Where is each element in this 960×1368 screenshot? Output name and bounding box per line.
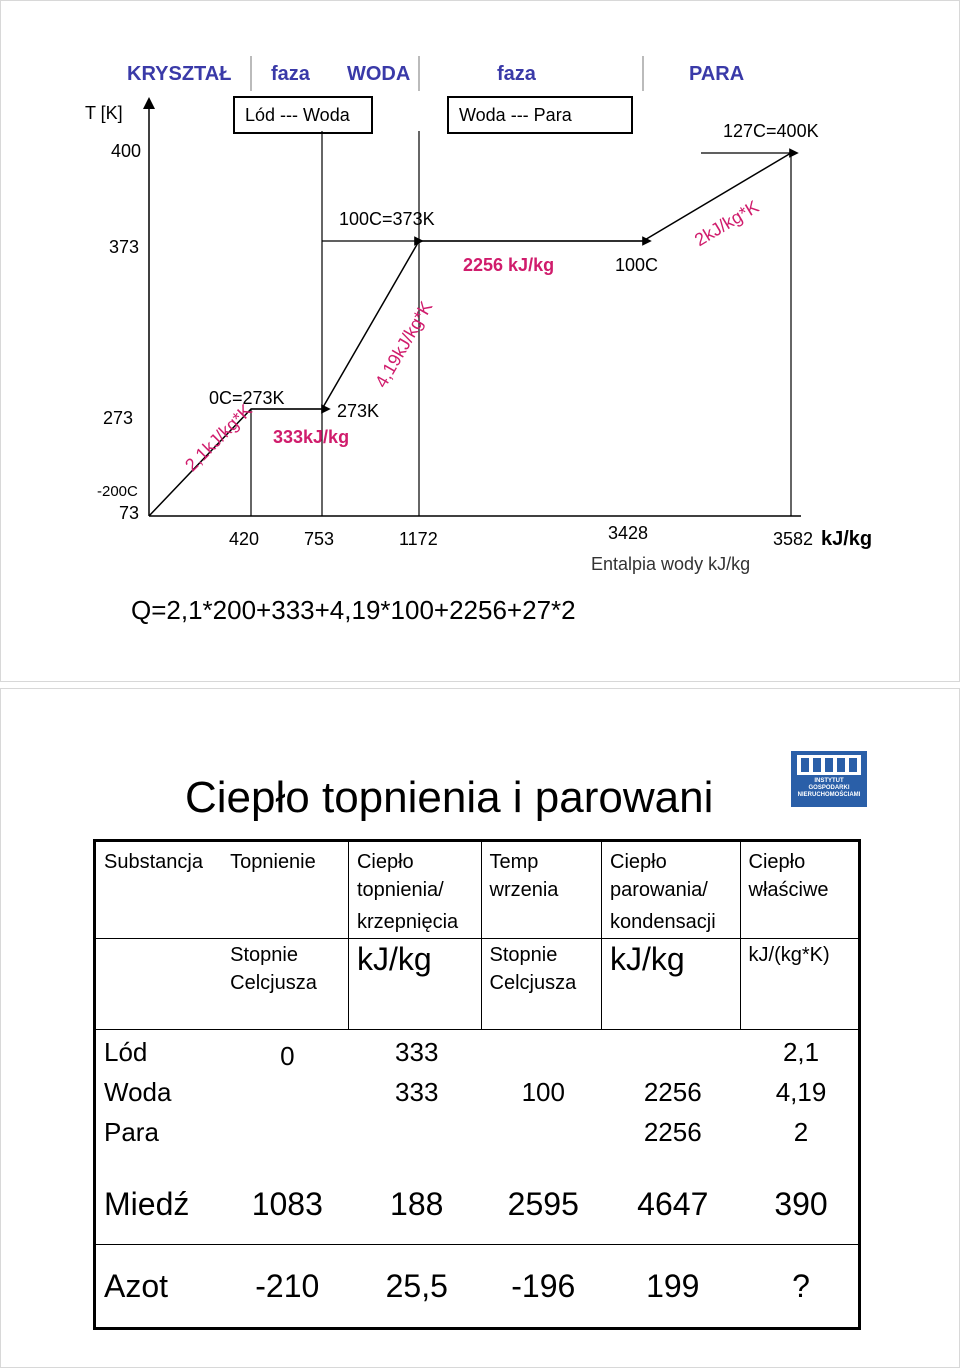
institute-logo [791, 751, 867, 807]
label-2256: 2256 kJ/kg [463, 255, 555, 275]
unit-boil: Stopnie Celcjusza [481, 939, 602, 1030]
latent-heat-table [93, 839, 861, 1330]
slope-steam-label: 2kJ/kg*K [691, 196, 763, 251]
table-row-nitrogen [95, 1245, 860, 1329]
unit-heat-vap: kJ/kg [602, 939, 741, 1030]
water-heat-melt: 333 333 [348, 1030, 481, 1165]
y-tick-400: 400 [111, 141, 142, 161]
x-tick-3582: 3582 [773, 529, 814, 549]
y-tick-373: 373 [109, 237, 140, 257]
copper-boil: 2595 [507, 1185, 579, 1222]
logo-text: INSTYTUT GOSPODARKI NIERUCHOMOŚCIAMI [797, 778, 861, 798]
header-phase-2: faza [497, 63, 536, 85]
unit-spec: kJ/(kg*K) [740, 939, 859, 1030]
copper-heat-vap: 4647 [637, 1185, 709, 1222]
y-tick-minus200c: -200C [97, 483, 138, 500]
nitrogen-spec: ? [740, 1245, 859, 1329]
unit-melting: Stopnie Celcjusza [230, 944, 317, 994]
ice-water-box: Lód --- Woda [233, 96, 373, 134]
y-tick-273: 273 [103, 408, 134, 428]
energy-formula: Q=2,1*200+333+4,19*100+2256+27*2 [131, 595, 576, 625]
header-crystal: KRYSZTAŁ [127, 63, 232, 85]
latent-heat-slide [0, 688, 960, 1368]
copper-heat-melt: 188 [390, 1185, 444, 1222]
x-tick-1172: 1172 [399, 529, 438, 549]
label-273k: 273K [337, 401, 380, 421]
col-header-melting: Topnienie [222, 841, 348, 939]
table-units-row [95, 939, 860, 1030]
label-0c-273k: 0C=273K [209, 388, 285, 408]
water-names: Lód Woda Para [95, 1030, 223, 1165]
col-header-spec: Ciepło właściwe [740, 841, 859, 939]
table-row-copper [95, 1164, 860, 1245]
header-water: WODA [347, 63, 411, 85]
label-100c-373k: 100C=373K [339, 209, 435, 229]
label-100c: 100C [615, 255, 659, 275]
y-axis-label: T [K] [85, 103, 123, 123]
table-row-water [95, 1030, 860, 1165]
header-steam: PARA [689, 63, 745, 85]
water-steam-box: Woda --- Para [447, 96, 633, 134]
nitrogen-name: Azot [95, 1245, 223, 1329]
water-melting: 0 [222, 1030, 348, 1165]
water-heat-vap: 2256 2256 [602, 1030, 741, 1165]
col-header-heat-vap: Ciepło parowania/ kondensacji [602, 841, 741, 939]
water-spec: 2,1 4,19 2 [740, 1030, 859, 1165]
copper-melting: 1083 [251, 1185, 323, 1222]
slope-ice-label: 2,1kJ/kg*K [181, 400, 256, 476]
col-header-substance: Substancja [95, 841, 223, 939]
label-127c-400k: 127C=400K [723, 121, 819, 141]
x-tick-753: 753 [304, 529, 335, 549]
col-header-boil: Temp wrzenia [481, 841, 602, 939]
unit-heat-melt: kJ/kg [348, 939, 481, 1030]
copper-spec: 390 [774, 1185, 828, 1222]
slide-title: Ciepło topnienia i parowani [185, 773, 714, 822]
x-tick-420: 420 [229, 529, 260, 549]
table-header-row [95, 841, 860, 939]
phase-diagram-slide [0, 0, 960, 682]
x-unit: kJ/kg [821, 528, 873, 550]
nitrogen-melting: -210 [222, 1245, 348, 1329]
col-header-heat-melt: Ciepło topnienia/ krzepnięcia [348, 841, 481, 939]
water-boil: 100 [481, 1030, 602, 1165]
slope-water-label: 4,19kJ/kg*K [371, 297, 437, 391]
x-tick-3428: 3428 [608, 523, 649, 543]
header-phase-1: faza [271, 63, 310, 85]
nitrogen-heat-melt: 25,5 [348, 1245, 481, 1329]
y-tick-73: 73 [119, 503, 140, 523]
x-axis-title: Entalpia wody kJ/kg [591, 554, 751, 574]
copper-name: Miedź [104, 1185, 190, 1222]
nitrogen-boil: -196 [481, 1245, 602, 1329]
nitrogen-heat-vap: 199 [602, 1245, 741, 1329]
label-333: 333kJ/kg [273, 427, 350, 447]
